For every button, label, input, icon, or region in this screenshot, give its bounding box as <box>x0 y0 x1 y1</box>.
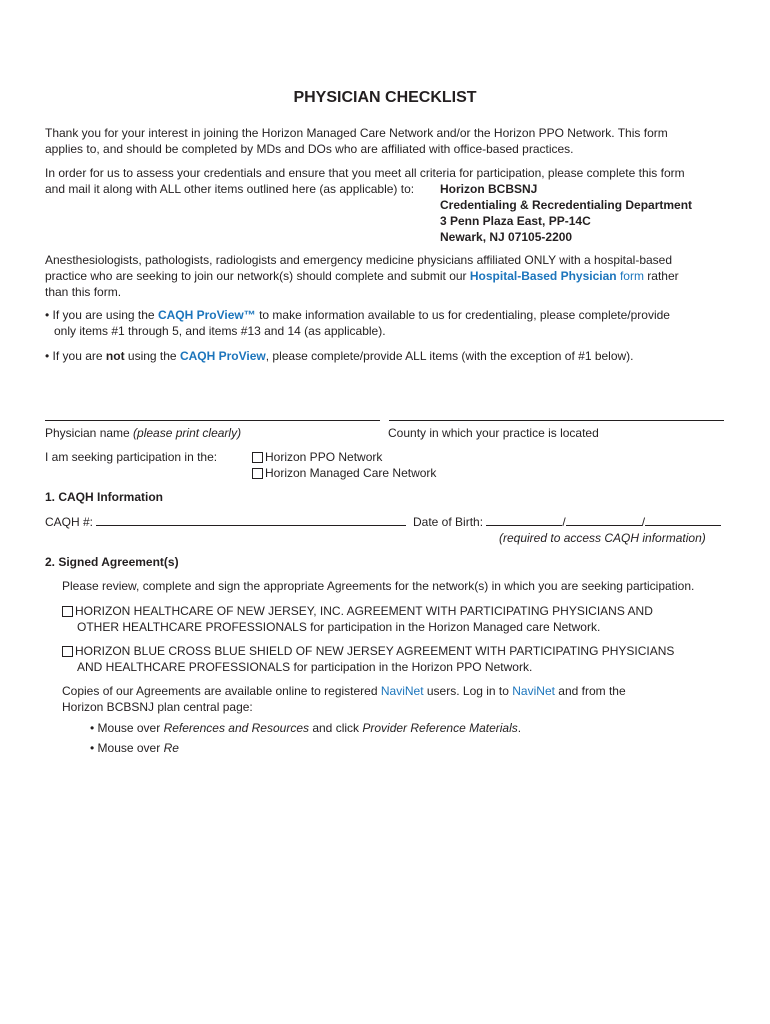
intro-line-2: applies to, and should be completed by MDs and DOs who are affiliated with office-based practices. <box>45 142 574 156</box>
physician-name-label: Physician name (please print clearly) <box>45 426 242 440</box>
hospital-based-physician-link[interactable]: Hospital-Based Physician <box>469 269 617 283</box>
mail-line-2: and mail it along with ALL other items outlined here (as applicable) to: <box>45 182 415 196</box>
section-1-heading: 1. CAQH Information <box>45 490 164 504</box>
navinet-link-1[interactable]: NaviNet <box>380 684 424 698</box>
section-2-instructions: Please review, complete and sign the appropriate Agreements for the network(s) in which you are seeking participation. <box>62 579 695 593</box>
dob-year-field[interactable] <box>645 515 721 526</box>
address-street: 3 Penn Plaza East, PP-14C <box>440 214 591 228</box>
hospital-line-2: practice who are seeking to join our network(s) should complete and submit our Hospital-Based Physician form rather <box>45 269 679 283</box>
address-org: Horizon BCBSNJ <box>440 182 538 196</box>
dob-day-field[interactable] <box>566 515 642 526</box>
bullet-caqh-using: • If you are using the CAQH ProView™ to make information available to us for credentialing, please complete/provide <box>45 308 670 322</box>
intro-line-1: Thank you for your interest in joining the Horizon Managed Care Network and/or the Horizon PPO Network. This form <box>45 126 668 140</box>
bullet-caqh-using-line-2: only items #1 through 5, and items #13 and 14 (as applicable). <box>54 324 386 338</box>
physician-name-field[interactable] <box>45 420 380 421</box>
agreement-1-line-2: OTHER HEALTHCARE PROFESSIONALS for participation in the Horizon Managed care Network. <box>77 620 601 634</box>
hospital-line-3: than this form. <box>45 285 122 299</box>
navinet-link-2[interactable]: NaviNet <box>512 684 555 698</box>
mail-line-1: In order for us to assess your credentials and ensure that you meet all criteria for participation, please complete this form <box>45 166 685 180</box>
ppo-network-checkbox[interactable] <box>252 452 263 463</box>
agreement-2: HORIZON BLUE CROSS BLUE SHIELD OF NEW JERSEY AGREEMENT WITH PARTICIPATING PHYSICIANS <box>62 643 674 659</box>
caqh-proview-link[interactable]: CAQH ProView™ <box>157 308 256 322</box>
option-managed-care: Horizon Managed Care Network <box>252 465 436 481</box>
address-department: Credentialing & Recredentialing Department <box>440 198 693 212</box>
hospital-line-1: Anesthesiologists, pathologists, radiologists and emergency medicine physicians affiliated ONLY with a hospital-based <box>45 253 673 267</box>
copies-line-1: Copies of our Agreements are available online to registered NaviNet users. Log in to NaviNet and from the <box>62 684 626 698</box>
step-1: • Mouse over References and Resources and click Provider Reference Materials. <box>90 721 522 735</box>
dob-month-field[interactable] <box>486 515 562 526</box>
address-city: Newark, NJ 07105-2200 <box>440 230 573 244</box>
caqh-note: (required to access CAQH information) <box>499 531 706 545</box>
copies-line-2: Horizon BCBSNJ plan central page: <box>62 700 253 714</box>
step-2: • Mouse over Re <box>90 741 179 755</box>
caqh-proview-link-2[interactable]: CAQH ProView <box>179 349 266 363</box>
option-ppo: Horizon PPO Network <box>252 449 382 465</box>
page-title: PHYSICIAN CHECKLIST <box>293 89 477 106</box>
dob-row: Date of Birth: / / <box>413 514 721 530</box>
agreement-1-checkbox[interactable] <box>62 606 73 617</box>
county-label: County in which your practice is located <box>388 426 599 440</box>
agreement-1: HORIZON HEALTHCARE OF NEW JERSEY, INC. AGREEMENT WITH PARTICIPATING PHYSICIANS AND <box>62 603 653 619</box>
county-field[interactable] <box>389 420 724 421</box>
agreement-2-checkbox[interactable] <box>62 646 73 657</box>
seeking-label: I am seeking participation in the: <box>45 450 218 464</box>
agreement-2-line-2: AND HEALTHCARE PROFESSIONALS for participation in the Horizon PPO Network. <box>77 660 533 674</box>
caqh-row: CAQH #: <box>45 514 406 530</box>
section-2-heading: 2. Signed Agreement(s) <box>45 555 179 569</box>
managed-care-network-checkbox[interactable] <box>252 468 263 479</box>
hospital-form-link[interactable]: form <box>616 269 644 283</box>
caqh-number-field[interactable] <box>96 515 406 526</box>
bullet-caqh-not-using: • If you are not using the CAQH ProView, please complete/provide ALL items (with the exception of #1 below). <box>45 349 634 363</box>
